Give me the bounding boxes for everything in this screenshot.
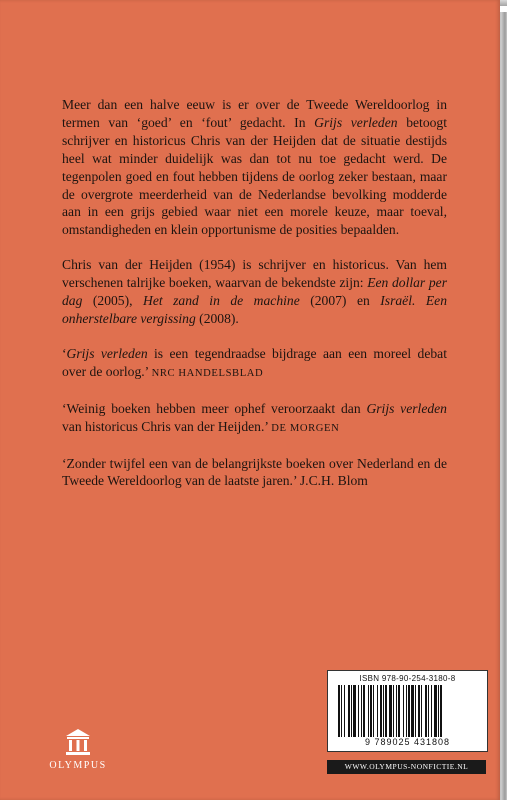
quote-source: DE MORGEN — [271, 422, 340, 434]
barcode-bar — [380, 685, 382, 737]
barcode-bar — [438, 685, 439, 737]
barcode-bar — [370, 685, 372, 737]
review-quote-nrc: ‘Grijs verleden is een tegendraadse bijdrage aan een moreel debat over de oorlog.’ NRC HANDELSBLAD — [62, 345, 447, 379]
review-quote-morgen: ‘Weinig boeken hebben meer ophef veroorzaakt dan Grijs verleden van historicus Chris van der Heijden.’ DE MORGEN — [62, 400, 447, 434]
publisher-logo — [38, 728, 118, 771]
barcode-bar — [363, 685, 365, 737]
barcode-bar — [431, 685, 432, 737]
barcode-bar — [440, 685, 442, 737]
barcode-bar — [406, 685, 407, 737]
barcode-bar — [398, 685, 400, 737]
barcode-bar — [373, 685, 374, 737]
blurb-text — [62, 96, 447, 507]
barcode-bar — [353, 685, 356, 737]
ean-digits: 9 789025 431808 — [364, 737, 451, 747]
temple-icon — [65, 728, 91, 756]
barcode-bar — [434, 685, 437, 737]
author-bio: Chris van der Heijden (1954) is schrijver en historicus. Van hem verschenen talrijke boeken, waarvan de bekendste zijn: Een dollar per dag (2005), Het zand in de machine (2007) en Israël. Een onherstelbare vergissing (2008). — [62, 257, 447, 326]
barcode-bar — [361, 685, 362, 737]
barcode-bar — [393, 685, 394, 737]
barcode-bar — [341, 685, 342, 737]
barcode-bar — [338, 685, 340, 737]
barcode-bar — [403, 685, 404, 737]
barcode-bar — [428, 685, 429, 737]
barcode-bar — [415, 685, 416, 737]
review-quote-blom: ‘Zonder twijfel een van de belangrijkste boeken over Nederland en de Tweede Wereldoorlog van de laatste jaren.’ J.C.H. Blom — [62, 455, 447, 489]
barcode-bar — [344, 685, 345, 737]
barcode-bar — [368, 685, 369, 737]
barcode-bar — [408, 685, 410, 737]
barcode-bar — [411, 685, 414, 737]
barcode-bar — [377, 685, 378, 737]
quote-source: NRC HANDELSBLAD — [151, 367, 264, 379]
barcode-bar — [389, 685, 392, 737]
barcode-bars — [338, 685, 478, 737]
barcode-bar — [348, 685, 350, 737]
publisher-name: OLYMPUS — [49, 760, 107, 771]
blurb-paragraph-1: Meer dan een halve eeuw is er over de Tweede Wereldoorlog in termen van ‘goed’ en ‘fout’ gedacht. In Grijs verleden betoogt schrijver en historicus Chris van der Heijden dat de situatie destijds heel wat minder duidelijk was dan tot nu toe gedacht werd. De tegenpolen goed en fout hebben tijdens de oorlog zeker bestaan, maar de overgrote meerderheid van de Nederlandse bevolking modderde aan in een grijs gebied waar niet een morele keuze, maar toeval, omstandigheden en klein opportunisme de posities bepaalden. — [62, 97, 447, 238]
barcode — [327, 670, 488, 752]
barcode-bar — [385, 685, 387, 737]
barcode-bar — [358, 685, 359, 737]
barcode-bar — [396, 685, 397, 737]
barcode-bar — [418, 685, 420, 737]
barcode-bar — [351, 685, 352, 737]
barcode-bar — [383, 685, 384, 737]
isbn-label: ISBN 978-90-254-3180-8 — [359, 674, 456, 683]
barcode-bar — [425, 685, 427, 737]
barcode-bar — [421, 685, 422, 737]
website-url: WWW.OLYMPUS-NONFICTIE.NL — [327, 760, 486, 774]
